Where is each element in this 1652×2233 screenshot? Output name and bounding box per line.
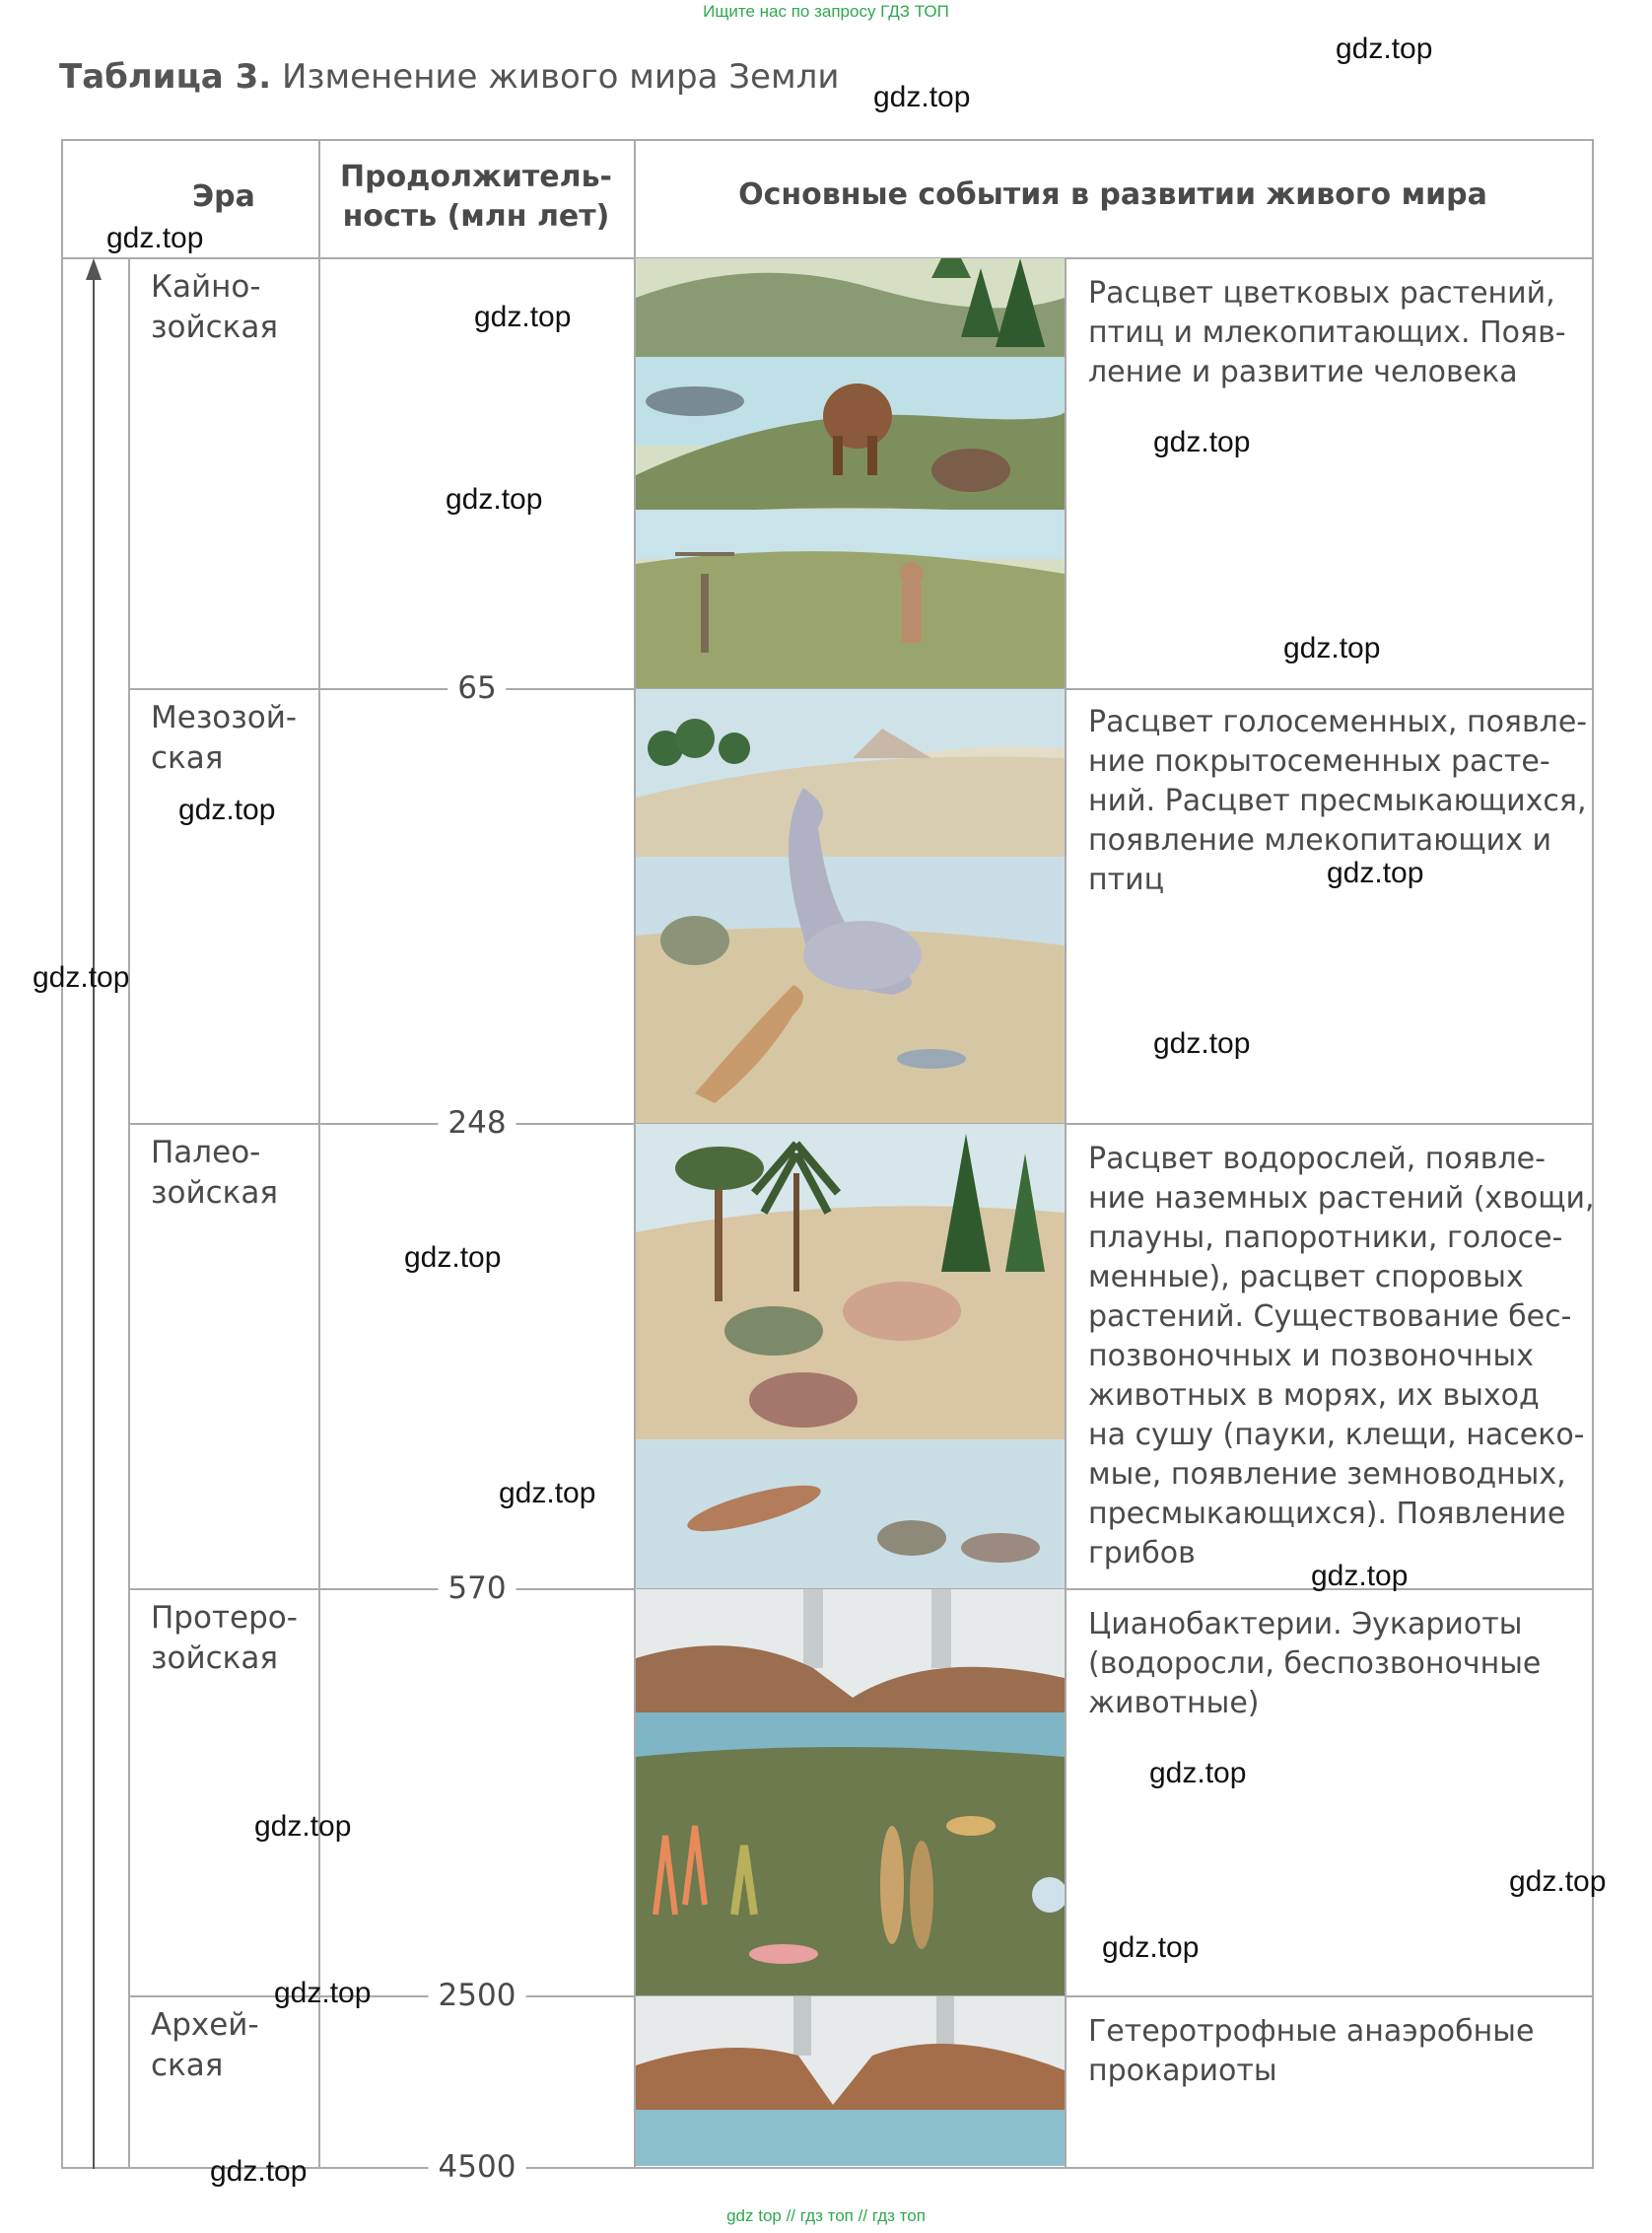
grid-line — [61, 139, 1594, 141]
era-name-proterozoic: Протеро- зойская — [151, 1600, 298, 1676]
watermark-text: gdz.top — [274, 1977, 372, 2009]
watermark-text: gdz.top — [1311, 1560, 1409, 1592]
table-number: Таблица 3. — [59, 57, 272, 97]
boundary-mark: 2500 — [429, 1978, 526, 2013]
watermark-text: gdz.top — [106, 222, 204, 254]
watermark-text: gdz.top — [446, 483, 543, 516]
table-caption: Изменение живого мира Земли — [281, 57, 840, 97]
bottom-watermark-banner: gdz top // гдз топ // гдз топ — [726, 2206, 926, 2225]
era-description-cenozoic: Расцвет цветковых растений, птиц и млекопитающих. Появ- ление и развитие человека — [1088, 276, 1566, 389]
era-description-archean: Гетеротрофные анаэробные прокариоты — [1088, 2014, 1535, 2088]
boundary-mark: 4500 — [429, 2149, 526, 2185]
watermark-text: gdz.top — [1153, 1027, 1251, 1060]
time-arrow-icon — [79, 258, 108, 2169]
grid-line — [318, 139, 320, 2169]
watermark-text: gdz.top — [1283, 632, 1381, 664]
era-name-paleozoic: Палео- зойская — [151, 1135, 279, 1211]
watermark-text: gdz.top — [1149, 1757, 1247, 1789]
grid-line — [1065, 257, 1067, 2169]
era-description-mesozoic: Расцвет голосеменных, появле- ние покрытосеменных расте- ний. Расцвет пресмыкающихся, появление млекопитающих и птиц — [1088, 705, 1588, 897]
watermark-text: gdz.top — [1102, 1931, 1200, 1964]
watermark-text: gdz.top — [1336, 33, 1433, 65]
era-name-cenozoic: Кайно- зойская — [151, 269, 279, 345]
watermark-text: gdz.top — [499, 1477, 596, 1509]
watermark-text: gdz.top — [254, 1810, 352, 1843]
watermark-text: gdz.top — [1509, 1865, 1607, 1898]
era-description-paleozoic: Расцвет водорослей, появле- ние наземных растений (хвощи, плауны, папоротники, голосе- менные), расцвет споровых растений. Существование бес- позвоночных и позвоночных животных в морях, их выход на сушу (пауки, клещи, насеко- мые, появление земноводных, пресмыкающихся). Появление грибов — [1088, 1142, 1595, 1570]
era-description-proterozoic: Цианобактерии. Эукариоты (водоросли, беспозвоночные животные) — [1088, 1607, 1542, 1720]
mesozoic-scene-image — [636, 689, 1065, 1123]
boundary-mark: 65 — [447, 670, 506, 706]
watermark-text: gdz.top — [1327, 857, 1424, 889]
cenozoic-scene-image — [636, 258, 1065, 688]
watermark-text: gdz.top — [178, 794, 276, 826]
header-era: Эра — [192, 179, 255, 214]
grid-line — [61, 139, 63, 2169]
era-name-mesozoic: Мезозой- ская — [151, 700, 298, 776]
paleozoic-scene-image — [636, 1124, 1065, 1588]
top-watermark-banner: Ищите нас по запросу ГДЗ ТОП — [703, 2, 949, 21]
watermark-text: gdz.top — [210, 2155, 308, 2188]
grid-line — [128, 257, 130, 2169]
header-events: Основные события в развитии живого мира — [738, 177, 1487, 212]
era-name-archean: Архей- ская — [151, 2007, 259, 2083]
watermark-text: gdz.top — [1153, 426, 1251, 458]
boundary-mark: 248 — [438, 1105, 516, 1141]
watermark-text: gdz.top — [33, 961, 130, 994]
archean-scene-image — [636, 1996, 1065, 2166]
page-title — [59, 57, 839, 97]
watermark-text: gdz.top — [873, 81, 971, 113]
proterozoic-scene-image — [636, 1589, 1065, 1995]
boundary-mark: 570 — [438, 1570, 516, 1606]
watermark-text: gdz.top — [474, 301, 572, 333]
header-duration: Продолжитель- ность (млн лет) — [339, 160, 612, 234]
watermark-text: gdz.top — [404, 1241, 502, 1274]
